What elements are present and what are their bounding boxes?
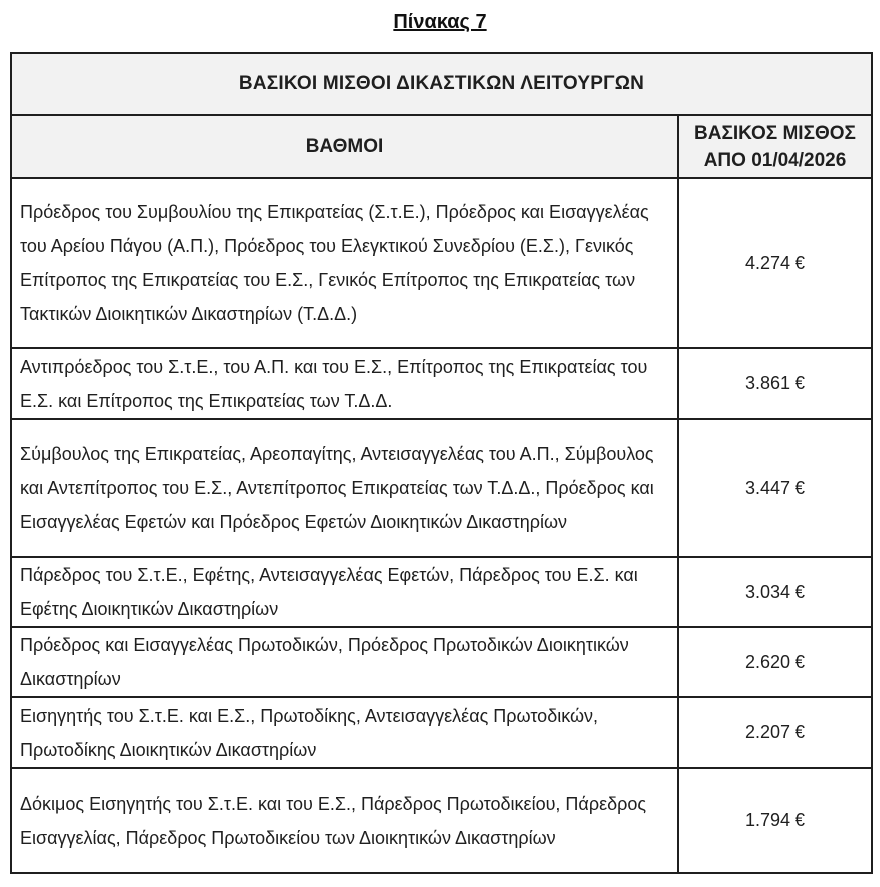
table-row [11, 178, 872, 348]
column-header-salary-line1: ΒΑΣΙΚΟΣ ΜΙΣΘΟΣ [694, 122, 856, 144]
grade-cell: Αντιπρόεδρος του Σ.τ.Ε., του Α.Π. και του Ε.Σ., Επίτροπος της Επικρατείας του Ε.Σ. και Επίτροπος της Επικρατείας των Τ.Δ.Δ. [11, 348, 678, 419]
grade-cell: Εισηγητής του Σ.τ.Ε. και Ε.Σ., Πρωτοδίκης, Αντεισαγγελέας Πρωτοδικών, Πρωτοδίκης Διοικητικών Δικαστηρίων [11, 697, 678, 768]
column-header-salary [678, 115, 872, 178]
table-row [11, 348, 872, 419]
table-header-row [11, 115, 872, 178]
table-row [11, 557, 872, 627]
grade-cell: Δόκιμος Εισηγητής του Σ.τ.Ε. και του Ε.Σ., Πάρεδρος Πρωτοδικείου, Πάρεδρος Εισαγγελίας, Πάρεδρος Πρωτοδικείου των Διοικητικών Δικαστηρίων [11, 768, 678, 873]
salary-cell: 1.794 € [678, 768, 872, 873]
salary-cell: 4.274 € [678, 178, 872, 348]
table-caption: ΒΑΣΙΚΟΙ ΜΙΣΘΟΙ ΔΙΚΑΣΤΙΚΩΝ ΛΕΙΤΟΥΡΓΩΝ [11, 53, 872, 115]
salary-cell: 3.861 € [678, 348, 872, 419]
table-row [11, 768, 872, 873]
table-caption-row [11, 53, 872, 115]
salary-table [10, 52, 873, 874]
grade-cell: Σύμβουλος της Επικρατείας, Αρεοπαγίτης, Αντεισαγγελέας του Α.Π., Σύμβουλος και Αντεπίτροπος του Ε.Σ., Αντεπίτροπος Επικρατείας των Τ.Δ.Δ., Πρόεδρος και Εισαγγελέας Εφετών και Πρόεδρος Εφετών Διοικητικών Δικαστηρίων [11, 419, 678, 557]
salary-cell: 3.447 € [678, 419, 872, 557]
table-row [11, 419, 872, 557]
salary-cell: 2.620 € [678, 627, 872, 697]
table-row [11, 697, 872, 768]
salary-cell: 3.034 € [678, 557, 872, 627]
column-header-salary-line2: ΑΠΟ 01/04/2026 [703, 149, 847, 171]
grade-cell: Πάρεδρος του Σ.τ.Ε., Εφέτης, Αντεισαγγελέας Εφετών, Πάρεδρος του Ε.Σ. και Εφέτης Διοικητικών Δικαστηρίων [11, 557, 678, 627]
grade-cell: Πρόεδρος και Εισαγγελέας Πρωτοδικών, Πρόεδρος Πρωτοδικών Διοικητικών Δικαστηρίων [11, 627, 678, 697]
column-header-grades: ΒΑΘΜΟΙ [11, 115, 678, 178]
salary-cell: 2.207 € [678, 697, 872, 768]
table-row [11, 627, 872, 697]
grade-cell: Πρόεδρος του Συμβουλίου της Επικρατείας (Σ.τ.Ε.), Πρόεδρος και Εισαγγελέας του Αρείου Πάγου (Α.Π.), Πρόεδρος του Ελεγκτικού Συνεδρίου (Ε.Σ.), Γενικός Επίτροπος της Επικρατείας του Ε.Σ., Γενικός Επίτροπος της Επικρατείας των Τακτικών Διοικητικών Δικαστηρίων (Τ.Δ.Δ.) [11, 178, 678, 348]
page-title: Πίνακας 7 [393, 11, 487, 33]
